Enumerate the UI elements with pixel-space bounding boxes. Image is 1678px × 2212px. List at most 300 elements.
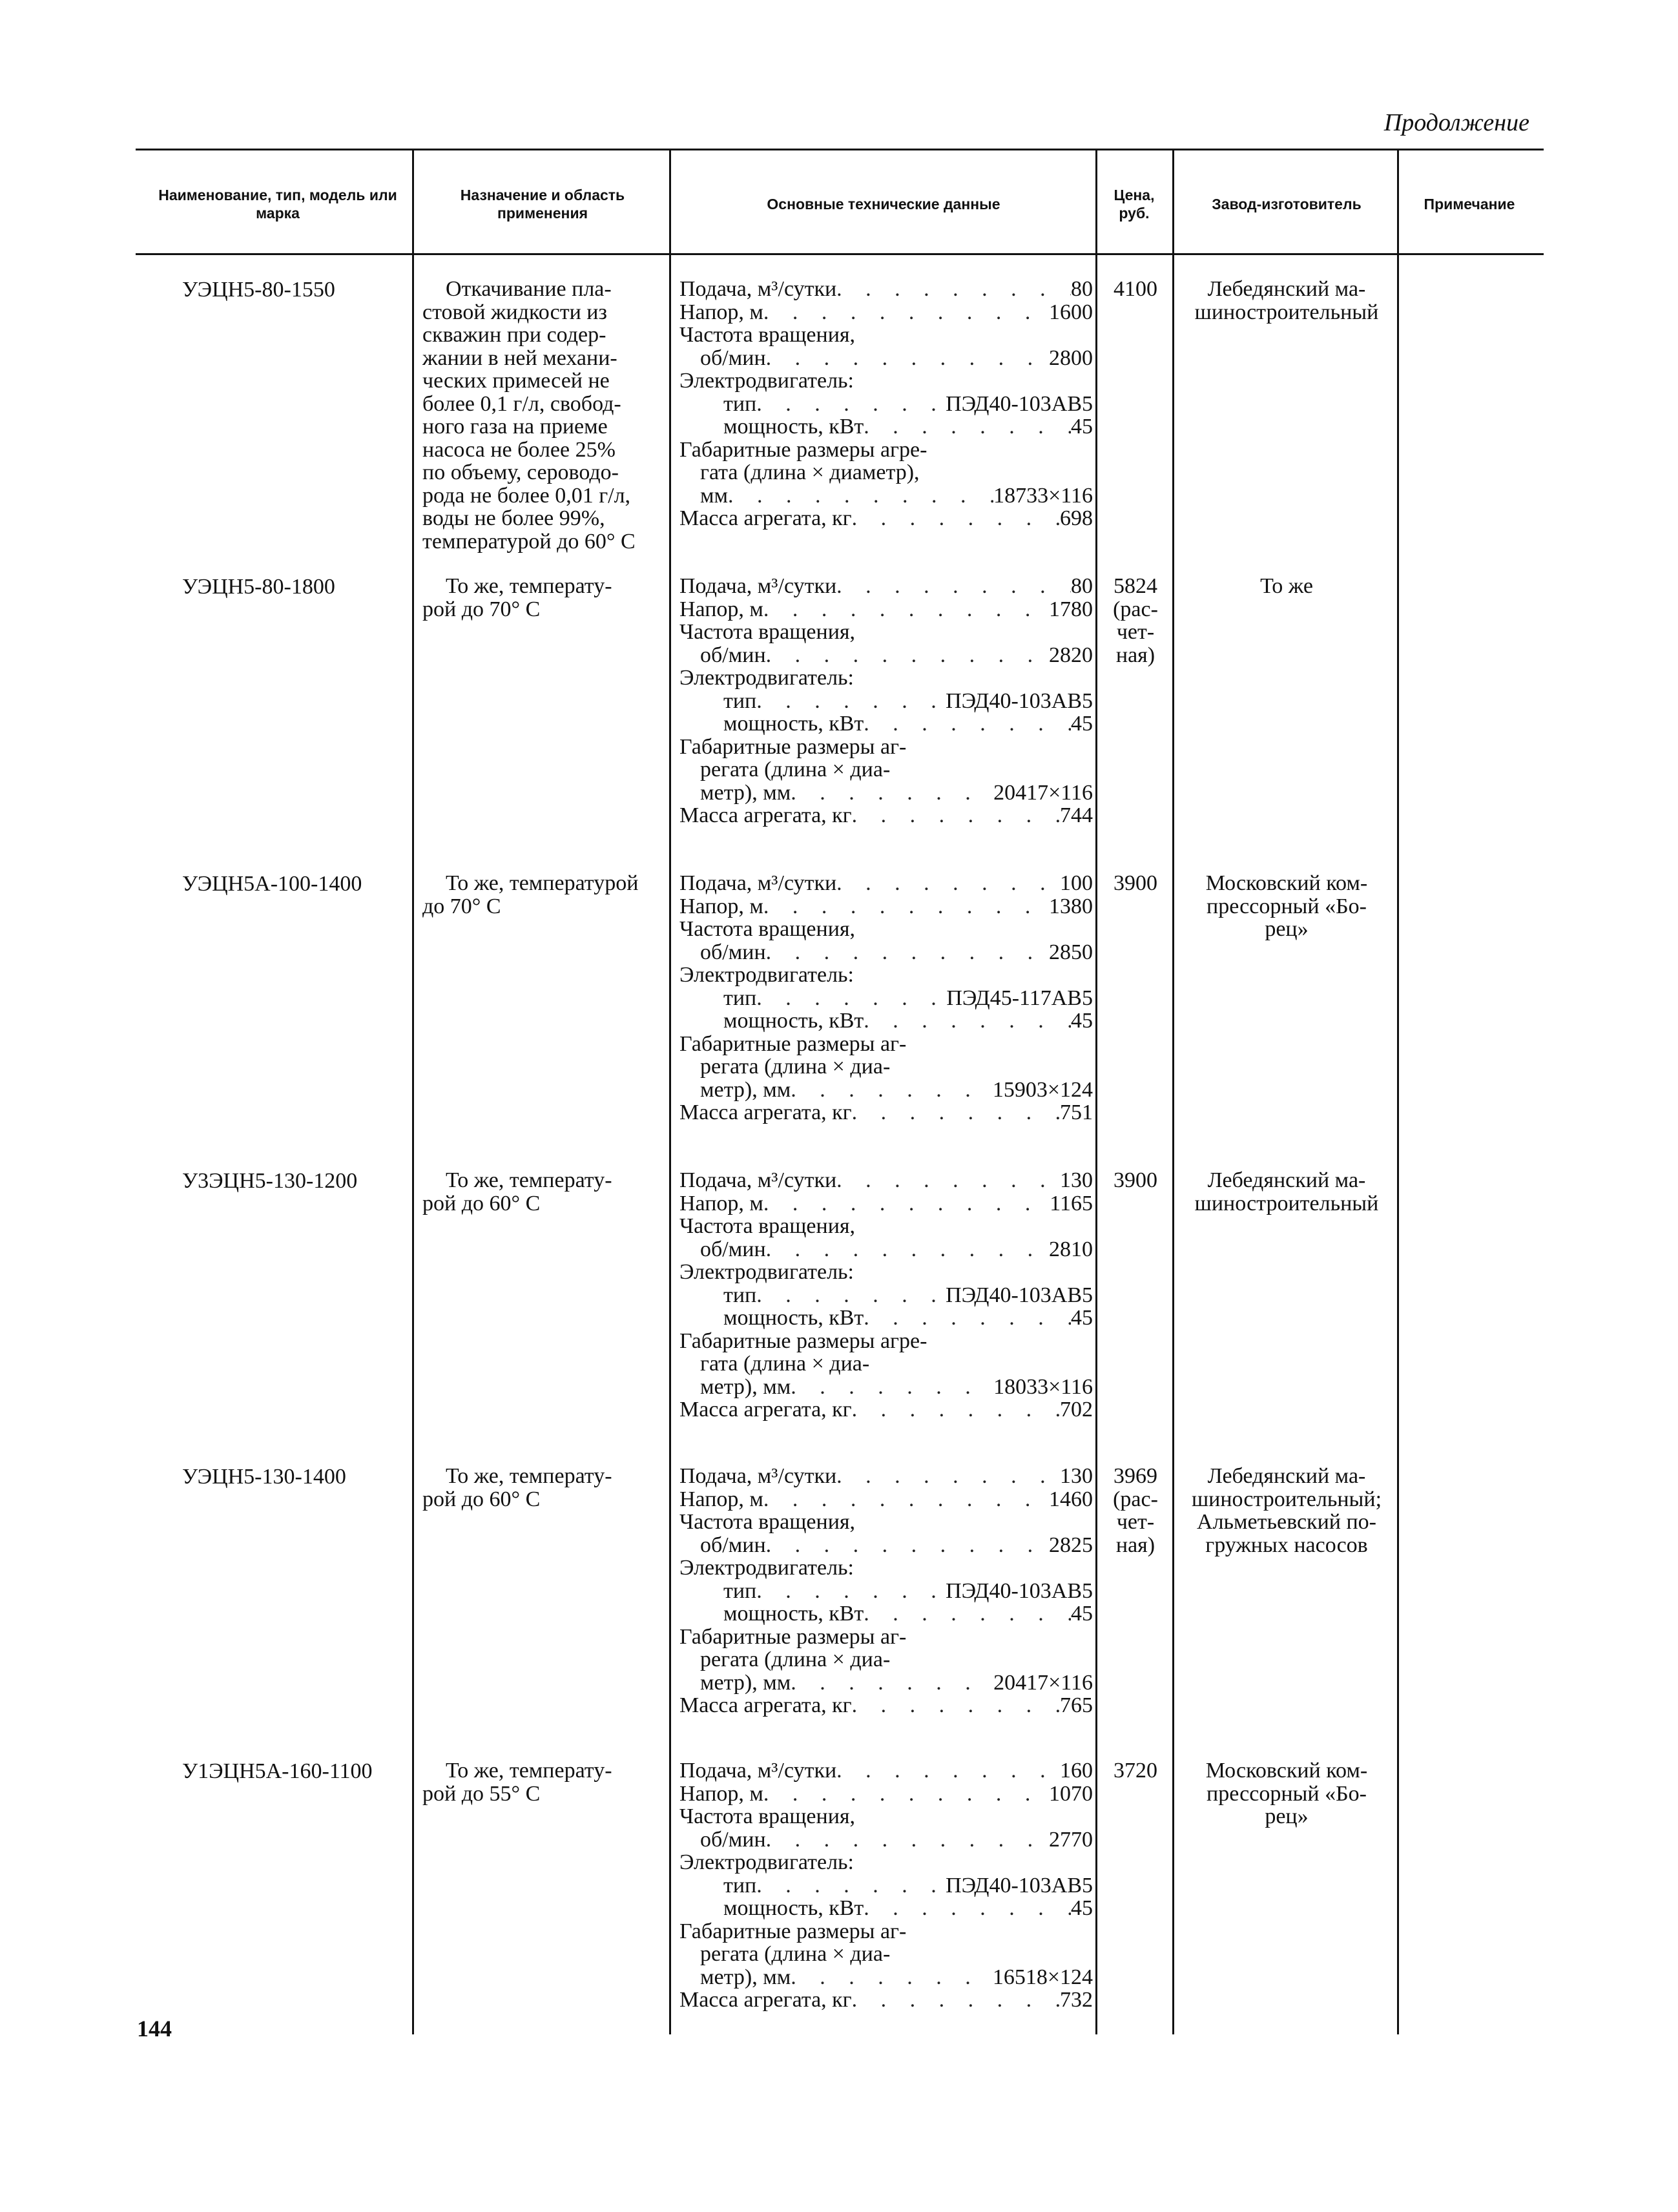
column-divider bbox=[1095, 150, 1097, 2034]
manufacturer-line: Московский ком- bbox=[1205, 1759, 1368, 1783]
spec-line bbox=[679, 1261, 1093, 1284]
manufacturer-line: шиностроительный bbox=[1194, 300, 1379, 324]
spec-line bbox=[679, 1284, 1093, 1307]
spec-label: мощность, кВт bbox=[723, 712, 864, 736]
row-manufacturer bbox=[1174, 1169, 1399, 1215]
row-model-name: У1ЭЦН5А-160-1100 bbox=[182, 1759, 373, 1783]
spec-label: регата (длина × диа- bbox=[700, 758, 891, 781]
spec-line bbox=[679, 1033, 1093, 1056]
price-line: (рас- bbox=[1113, 597, 1158, 621]
spec-line bbox=[679, 736, 1093, 759]
spec-line bbox=[679, 1398, 1093, 1421]
spec-line bbox=[679, 507, 1093, 530]
spec-line bbox=[679, 1694, 1093, 1717]
spec-label: Напор, м bbox=[679, 1782, 763, 1805]
price-line: чет- bbox=[1116, 1510, 1155, 1534]
spec-label: Подача, м³/сутки bbox=[679, 1169, 837, 1192]
price-line: 3900 bbox=[1113, 871, 1157, 895]
spec-value: 702 bbox=[1060, 1398, 1093, 1421]
spec-line bbox=[679, 1488, 1093, 1511]
leader-dots bbox=[852, 804, 1060, 827]
manufacturer-line: шиностроительный; bbox=[1191, 1487, 1382, 1511]
spec-line bbox=[679, 918, 1093, 941]
spec-value: 45 bbox=[1071, 1307, 1093, 1330]
spec-label: Электродвигатель: bbox=[679, 1261, 854, 1284]
spec-line bbox=[679, 1851, 1093, 1874]
leader-dots bbox=[852, 1398, 1060, 1421]
purpose-line: То же, температурой bbox=[446, 871, 639, 895]
manufacturer-line: рец» bbox=[1265, 1804, 1309, 1828]
spec-label: тип bbox=[723, 392, 757, 415]
spec-label: об/мин bbox=[700, 643, 766, 667]
spec-line bbox=[679, 1238, 1093, 1261]
spec-label: тип bbox=[723, 1283, 757, 1307]
purpose-line: рой до 70° С bbox=[422, 597, 541, 621]
row-specs bbox=[679, 872, 1093, 1124]
row-price bbox=[1100, 1465, 1171, 1556]
leader-dots bbox=[791, 1079, 993, 1102]
spec-label: Габаритные размеры аг- bbox=[679, 1032, 907, 1055]
spec-value: 732 bbox=[1060, 1989, 1093, 2012]
spec-line bbox=[679, 1671, 1093, 1695]
continuation-label: Продолжение bbox=[1383, 109, 1529, 136]
spec-line bbox=[679, 484, 1093, 508]
leader-dots bbox=[766, 644, 1049, 667]
column-divider bbox=[412, 150, 414, 2034]
header-maker: Завод-изготовитель bbox=[1212, 196, 1362, 212]
leader-dots bbox=[852, 507, 1060, 530]
spec-label: Габаритные размеры агре- bbox=[679, 438, 927, 461]
spec-label: Частота вращения, bbox=[679, 918, 856, 941]
price-line: (рас- bbox=[1113, 1487, 1158, 1511]
spec-label: Масса агрегата, кг bbox=[679, 804, 852, 827]
spec-value: 45 bbox=[1071, 415, 1093, 439]
spec-value: 1380 bbox=[1049, 894, 1093, 918]
spec-label: Масса агрегата, кг bbox=[679, 1989, 852, 2012]
purpose-line: То же, температу- bbox=[446, 574, 612, 598]
spec-line bbox=[679, 1783, 1093, 1806]
leader-dots bbox=[756, 690, 946, 713]
spec-value: 18033×116 bbox=[993, 1375, 1093, 1398]
spec-label: метр), мм bbox=[700, 1375, 791, 1398]
leader-dots bbox=[763, 301, 1049, 324]
row-specs bbox=[679, 278, 1093, 530]
leader-dots bbox=[864, 1307, 1071, 1330]
leader-dots bbox=[864, 1602, 1071, 1626]
manufacturer-line: гружных насосов bbox=[1205, 1533, 1368, 1557]
spec-line bbox=[679, 461, 1093, 484]
spec-value: 698 bbox=[1060, 507, 1093, 530]
row-manufacturer bbox=[1174, 575, 1399, 598]
leader-dots bbox=[836, 575, 1071, 598]
spec-value: ПЭД40-103АВ5 bbox=[946, 1579, 1093, 1602]
spec-label: Масса агрегата, кг bbox=[679, 1101, 852, 1124]
leader-dots bbox=[791, 781, 993, 805]
leader-dots bbox=[852, 1101, 1060, 1124]
spec-value: 20417×116 bbox=[993, 1671, 1093, 1694]
spec-line bbox=[679, 393, 1093, 416]
spec-line bbox=[679, 621, 1093, 644]
price-line: 3969 bbox=[1113, 1464, 1157, 1488]
spec-value: ПЭД40-103АВ5 bbox=[946, 689, 1093, 712]
purpose-line: рой до 60° С bbox=[422, 1487, 541, 1511]
spec-label: об/мин bbox=[700, 940, 766, 964]
spec-label: об/мин bbox=[700, 1533, 766, 1556]
spec-line bbox=[679, 987, 1093, 1010]
purpose-line: рода не более 0,01 г/л, bbox=[422, 483, 631, 508]
leader-dots bbox=[756, 1580, 946, 1603]
purpose-line: То же, температу- bbox=[446, 1168, 612, 1192]
spec-line bbox=[679, 324, 1093, 347]
spec-line bbox=[679, 1897, 1093, 1920]
spec-line bbox=[679, 1192, 1093, 1215]
table-top-rule bbox=[136, 149, 1544, 150]
row-price bbox=[1100, 575, 1171, 667]
purpose-line: То же, температу- bbox=[446, 1464, 612, 1488]
spec-line bbox=[679, 895, 1093, 918]
spec-label: Частота вращения, bbox=[679, 324, 856, 347]
spec-line bbox=[679, 712, 1093, 736]
spec-label: Напор, м bbox=[679, 1192, 763, 1215]
purpose-line: То же, температу- bbox=[446, 1759, 612, 1783]
spec-value: 130 bbox=[1060, 1465, 1093, 1488]
spec-label: Напор, м bbox=[679, 894, 763, 918]
row-price bbox=[1100, 1759, 1171, 1783]
spec-value: 15903×124 bbox=[992, 1078, 1093, 1101]
spec-line bbox=[679, 1648, 1093, 1671]
purpose-line: скважин при содер- bbox=[422, 323, 606, 347]
manufacturer-line: Лебедянский ма- bbox=[1207, 1168, 1366, 1192]
column-divider bbox=[1172, 150, 1174, 2034]
row-model-name: УЭЦН5-130-1400 bbox=[182, 1465, 346, 1489]
spec-line bbox=[679, 1966, 1093, 1989]
price-line: чет- bbox=[1116, 620, 1155, 644]
spec-label: Масса агрегата, кг bbox=[679, 507, 852, 530]
row-price bbox=[1100, 872, 1171, 895]
purpose-line: жании в ней механи- bbox=[422, 346, 617, 370]
purpose-line: температурой до 60° С bbox=[422, 529, 636, 553]
spec-label: мощность, кВт bbox=[723, 415, 864, 439]
leader-dots bbox=[756, 393, 946, 416]
spec-line bbox=[679, 1352, 1093, 1376]
spec-label: Напор, м bbox=[679, 1487, 763, 1511]
purpose-line: Откачивание пла- bbox=[446, 277, 612, 301]
leader-dots bbox=[791, 1966, 993, 1989]
manufacturer-line: прессорный «Бо- bbox=[1207, 894, 1367, 918]
row-specs bbox=[679, 1759, 1093, 2012]
leader-dots bbox=[766, 1534, 1049, 1557]
spec-label: тип bbox=[723, 986, 757, 1009]
row-manufacturer bbox=[1174, 1759, 1399, 1828]
spec-line bbox=[679, 1009, 1093, 1033]
spec-line bbox=[679, 1307, 1093, 1330]
spec-value: 20417×116 bbox=[993, 781, 1093, 804]
spec-label: Подача, м³/сутки bbox=[679, 1465, 837, 1488]
spec-label: метр), мм bbox=[700, 781, 791, 804]
spec-value: ПЭД40-103АВ5 bbox=[946, 1874, 1093, 1897]
row-purpose bbox=[422, 1759, 612, 1805]
spec-value: 765 bbox=[1060, 1694, 1093, 1717]
column-divider bbox=[669, 150, 671, 2034]
spec-value: 80 bbox=[1071, 575, 1093, 598]
leader-dots bbox=[756, 987, 946, 1010]
spec-label: регата (длина × диа- bbox=[700, 1055, 891, 1079]
leader-dots bbox=[766, 1238, 1049, 1261]
manufacturer-line: прессорный «Бо- bbox=[1207, 1781, 1367, 1806]
spec-label: тип bbox=[723, 1874, 757, 1897]
row-model-name: УЭЦН5-80-1800 bbox=[182, 575, 335, 599]
spec-label: Частота вращения, bbox=[679, 621, 856, 644]
price-line: ная) bbox=[1115, 643, 1155, 667]
spec-label: Подача, м³/сутки bbox=[679, 872, 837, 895]
purpose-line: стовой жидкости из bbox=[422, 300, 607, 324]
spec-value: 1460 bbox=[1049, 1487, 1093, 1511]
purpose-line: рой до 60° С bbox=[422, 1191, 541, 1215]
row-specs bbox=[679, 575, 1093, 827]
spec-label: Габаритные размеры агре- bbox=[679, 1329, 927, 1352]
row-price bbox=[1100, 278, 1171, 301]
header-purpose: Назначение и область применения bbox=[460, 187, 625, 222]
leader-dots bbox=[728, 484, 993, 508]
leader-dots bbox=[763, 895, 1049, 918]
spec-label: Частота вращения, bbox=[679, 1511, 856, 1534]
spec-value: 45 bbox=[1071, 1009, 1093, 1033]
spec-line bbox=[679, 1511, 1093, 1534]
header-price: Цена, руб. bbox=[1113, 187, 1155, 222]
leader-dots bbox=[836, 872, 1060, 895]
spec-line bbox=[679, 1943, 1093, 1966]
spec-label: Габаритные размеры аг- bbox=[679, 1625, 907, 1648]
spec-label: Габаритные размеры аг- bbox=[679, 735, 907, 758]
spec-line bbox=[679, 1602, 1093, 1626]
spec-label: метр), мм bbox=[700, 1965, 791, 1989]
spec-line bbox=[679, 1920, 1093, 1943]
leader-dots bbox=[836, 1465, 1060, 1488]
row-purpose bbox=[422, 1169, 612, 1215]
spec-line bbox=[679, 1215, 1093, 1238]
spec-value: 2825 bbox=[1049, 1533, 1093, 1556]
spec-label: мощность, кВт bbox=[723, 1602, 864, 1626]
spec-value: 16518×124 bbox=[992, 1965, 1093, 1989]
row-purpose bbox=[422, 1465, 612, 1511]
header-name: Наименование, тип, модель или марка bbox=[158, 187, 397, 222]
price-line: 3720 bbox=[1113, 1759, 1157, 1783]
purpose-line: по объему, сероводо- bbox=[422, 460, 619, 484]
spec-line bbox=[679, 1759, 1093, 1783]
spec-line bbox=[679, 1626, 1093, 1649]
price-line: 4100 bbox=[1113, 277, 1157, 301]
spec-value: 1780 bbox=[1049, 597, 1093, 621]
leader-dots bbox=[756, 1284, 946, 1307]
spec-line bbox=[679, 1376, 1093, 1399]
leader-dots bbox=[852, 1694, 1060, 1717]
leader-dots bbox=[864, 415, 1071, 439]
header-specs: Основные технические данные bbox=[767, 196, 1000, 212]
purpose-line: насоса не более 25% bbox=[422, 437, 616, 462]
spec-value: ПЭД45-117АВ5 bbox=[946, 986, 1093, 1009]
spec-label: Частота вращения, bbox=[679, 1215, 856, 1238]
spec-value: 2770 bbox=[1049, 1828, 1093, 1851]
price-line: 3900 bbox=[1113, 1168, 1157, 1192]
spec-value: 1165 bbox=[1050, 1192, 1093, 1215]
spec-value: 2850 bbox=[1049, 940, 1093, 964]
spec-line bbox=[679, 347, 1093, 370]
leader-dots bbox=[864, 1009, 1071, 1033]
leader-dots bbox=[766, 1828, 1049, 1852]
row-specs bbox=[679, 1169, 1093, 1421]
spec-label: гата (длина × диа- bbox=[700, 1352, 870, 1376]
spec-label: тип bbox=[723, 1579, 757, 1602]
spec-value: 1070 bbox=[1049, 1782, 1093, 1805]
spec-value: 2810 bbox=[1049, 1237, 1093, 1261]
spec-label: регата (длина × диа- bbox=[700, 1943, 891, 1966]
row-model-name: УЭЦН5-80-1550 bbox=[182, 278, 335, 302]
spec-label: мм bbox=[700, 484, 729, 507]
leader-dots bbox=[763, 1192, 1050, 1215]
spec-line bbox=[679, 758, 1093, 781]
column-divider bbox=[1397, 150, 1399, 2034]
leader-dots bbox=[766, 347, 1049, 370]
spec-value: 130 bbox=[1060, 1169, 1093, 1192]
spec-value: 751 bbox=[1060, 1101, 1093, 1124]
price-line: ная) bbox=[1115, 1533, 1155, 1557]
purpose-line: ческих примесей не bbox=[422, 369, 610, 393]
spec-line bbox=[679, 1805, 1093, 1828]
spec-line bbox=[679, 1079, 1093, 1102]
purpose-line: до 70° С bbox=[422, 894, 501, 918]
spec-line bbox=[679, 301, 1093, 324]
spec-line bbox=[679, 1055, 1093, 1079]
spec-label: мощность, кВт bbox=[723, 1009, 864, 1033]
spec-line bbox=[679, 1828, 1093, 1852]
purpose-line: более 0,1 г/л, свобод- bbox=[422, 391, 621, 416]
row-manufacturer bbox=[1174, 872, 1399, 941]
manufacturer-line: рец» bbox=[1265, 917, 1309, 941]
spec-value: 100 bbox=[1060, 872, 1093, 895]
leader-dots bbox=[766, 941, 1049, 964]
leader-dots bbox=[756, 1874, 946, 1897]
spec-line bbox=[679, 1534, 1093, 1557]
leader-dots bbox=[791, 1376, 993, 1399]
spec-value: 45 bbox=[1071, 1602, 1093, 1626]
manufacturer-line: Лебедянский ма- bbox=[1207, 277, 1366, 301]
spec-label: Масса агрегата, кг bbox=[679, 1694, 852, 1717]
spec-line bbox=[679, 598, 1093, 621]
purpose-line: ного газа на приеме bbox=[422, 415, 608, 439]
page-number: 144 bbox=[137, 2016, 172, 2041]
spec-line bbox=[679, 941, 1093, 964]
spec-value: 45 bbox=[1071, 1897, 1093, 1920]
spec-line bbox=[679, 575, 1093, 598]
spec-line bbox=[679, 1169, 1093, 1192]
row-purpose bbox=[422, 872, 638, 918]
spec-label: об/мин bbox=[700, 346, 766, 369]
spec-value: 744 bbox=[1060, 804, 1093, 827]
spec-value: 2800 bbox=[1049, 346, 1093, 369]
manufacturer-line: Альметьевский по- bbox=[1197, 1510, 1376, 1534]
spec-label: мощность, кВт bbox=[723, 1307, 864, 1330]
spec-value: 80 bbox=[1071, 278, 1093, 301]
spec-label: Подача, м³/сутки bbox=[679, 1759, 837, 1783]
spec-label: тип bbox=[723, 689, 757, 712]
spec-label: мощность, кВт bbox=[723, 1897, 864, 1920]
spec-label: регата (длина × диа- bbox=[700, 1648, 891, 1671]
spec-label: Электродвигатель: bbox=[679, 964, 854, 987]
spec-label: Частота вращения, bbox=[679, 1805, 856, 1828]
spec-line bbox=[679, 415, 1093, 439]
spec-label: метр), мм bbox=[700, 1671, 791, 1694]
spec-label: Электродвигатель: bbox=[679, 1851, 854, 1874]
spec-label: Габаритные размеры аг- bbox=[679, 1919, 907, 1943]
spec-line bbox=[679, 1330, 1093, 1353]
leader-dots bbox=[864, 1897, 1071, 1920]
spec-line bbox=[679, 644, 1093, 667]
purpose-line: рой до 55° С bbox=[422, 1781, 541, 1806]
spec-line bbox=[679, 872, 1093, 895]
spec-value: ПЭД40-103АВ5 bbox=[946, 1283, 1093, 1307]
spec-label: Подача, м³/сутки bbox=[679, 278, 837, 301]
spec-label: Электродвигатель: bbox=[679, 667, 854, 690]
row-purpose bbox=[422, 278, 636, 553]
manufacturer-line: Лебедянский ма- bbox=[1207, 1464, 1366, 1488]
header-note: Примечание bbox=[1424, 196, 1515, 212]
leader-dots bbox=[763, 1488, 1049, 1511]
spec-value: 160 bbox=[1060, 1759, 1093, 1783]
row-model-name: УЭЦН5А-100-1400 bbox=[182, 872, 362, 896]
price-line: 5824 bbox=[1113, 574, 1157, 598]
spec-value: 1600 bbox=[1049, 300, 1093, 324]
leader-dots bbox=[836, 278, 1071, 301]
spec-line bbox=[679, 781, 1093, 805]
spec-label: Напор, м bbox=[679, 300, 763, 324]
row-model-name: У3ЭЦН5-130-1200 bbox=[182, 1169, 358, 1193]
leader-dots bbox=[791, 1671, 993, 1695]
spec-label: об/мин bbox=[700, 1237, 766, 1261]
row-purpose bbox=[422, 575, 612, 621]
leader-dots bbox=[763, 598, 1049, 621]
spec-line bbox=[679, 804, 1093, 827]
spec-label: Электродвигатель: bbox=[679, 369, 854, 393]
purpose-line: воды не более 99%, bbox=[422, 506, 605, 530]
manufacturer-line: Московский ком- bbox=[1205, 871, 1368, 895]
spec-value: ПЭД40-103АВ5 bbox=[946, 392, 1093, 415]
spec-label: гата (длина × диаметр), bbox=[700, 461, 920, 484]
spec-label: Напор, м bbox=[679, 597, 763, 621]
spec-label: Электродвигатель: bbox=[679, 1556, 854, 1580]
row-manufacturer bbox=[1174, 278, 1399, 324]
spec-label: метр), мм bbox=[700, 1078, 791, 1101]
spec-line bbox=[679, 1556, 1093, 1580]
leader-dots bbox=[864, 712, 1071, 736]
spec-value: 18733×116 bbox=[993, 484, 1093, 507]
spec-value: 45 bbox=[1071, 712, 1093, 736]
spec-line bbox=[679, 964, 1093, 987]
spec-line bbox=[679, 1989, 1093, 2012]
spec-line bbox=[679, 1874, 1093, 1897]
spec-line bbox=[679, 1101, 1093, 1124]
leader-dots bbox=[836, 1169, 1060, 1192]
spec-value: 2820 bbox=[1049, 643, 1093, 667]
spec-line bbox=[679, 439, 1093, 462]
leader-dots bbox=[852, 1989, 1060, 2012]
manufacturer-line: шиностроительный bbox=[1194, 1191, 1379, 1215]
spec-line bbox=[679, 667, 1093, 690]
spec-line bbox=[679, 690, 1093, 713]
spec-label: Масса агрегата, кг bbox=[679, 1398, 852, 1421]
spec-label: об/мин bbox=[700, 1828, 766, 1851]
leader-dots bbox=[763, 1783, 1049, 1806]
spec-line bbox=[679, 369, 1093, 393]
